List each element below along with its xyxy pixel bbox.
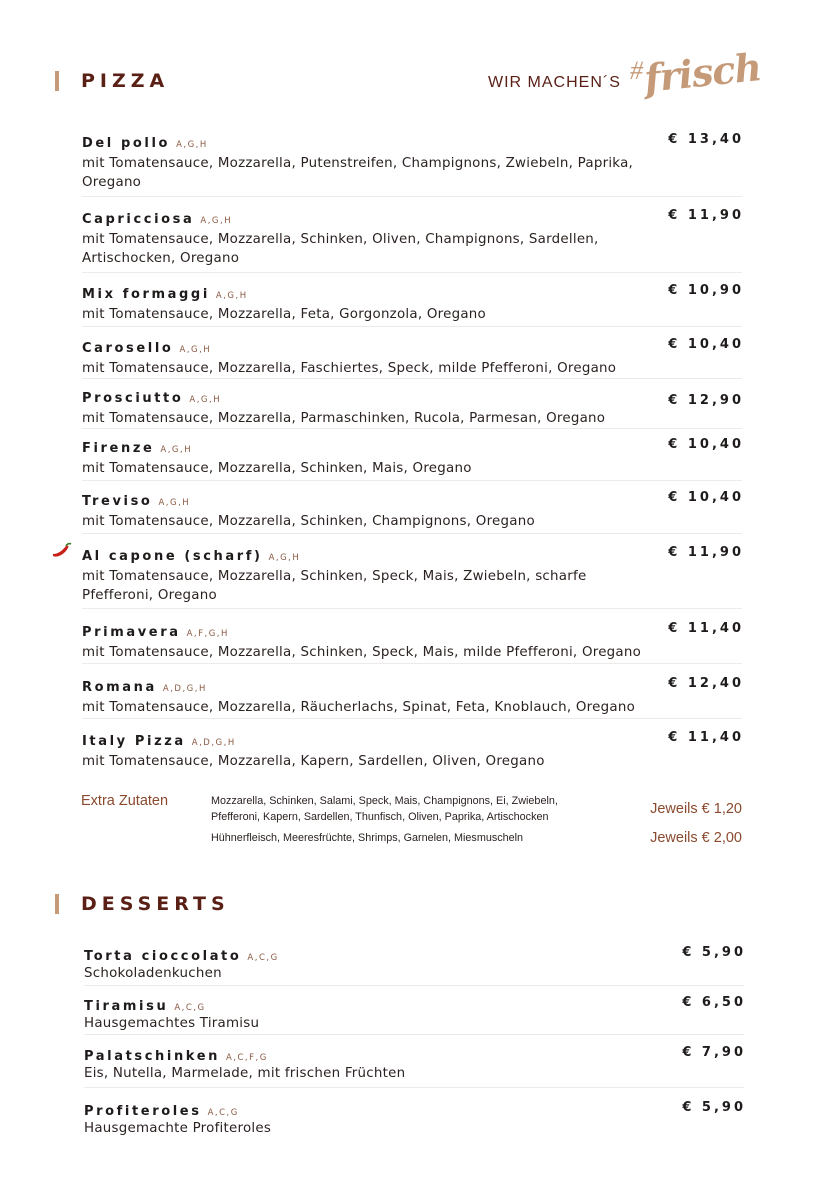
item-description: mit Tomatensauce, Mozzarella, Kapern, Sardellen, Oliven, Oregano [82, 754, 545, 769]
item-allergens: A,D,G,H [162, 684, 207, 694]
item-allergens: A,C,G [247, 953, 279, 963]
divider [82, 608, 742, 609]
desserts-section-title [55, 893, 230, 915]
slogan-text: WIR MACHEN´S [488, 74, 621, 91]
extra-ingredients-line: Mozzarella, Schinken, Salami, Speck, Mais, Champignons, Ei, Zwiebeln, [211, 795, 558, 807]
item-description: Schokoladenkuchen [84, 966, 222, 981]
item-allergens: A,G,H [215, 291, 248, 301]
item-name: Italy Pizza [82, 734, 186, 749]
extra-price: Jeweils € 2,00 [650, 830, 742, 846]
extra-ingredients-label: Extra Zutaten [81, 793, 169, 809]
item-description: mit Tomatensauce, Mozzarella, Schinken, Oliven, Champignons, Sardellen, Artischocken, Oregano [82, 232, 599, 266]
item-name: Tiramisu [84, 999, 169, 1014]
divider [82, 480, 742, 481]
divider [82, 378, 742, 379]
item-name: Romana [82, 680, 157, 695]
divider [82, 326, 742, 327]
dessert-item-tiramisu [84, 995, 746, 1033]
item-description: Hausgemachte Profiteroles [84, 1121, 272, 1136]
item-name: Prosciutto [82, 391, 184, 406]
item-price: € 7,90 [682, 1045, 746, 1060]
divider [84, 1087, 744, 1088]
item-description: mit Tomatensauce, Mozzarella, Schinken, Mais, Oregano [82, 461, 472, 476]
item-name: Torta cioccolato [84, 949, 242, 964]
item-price: € 10,40 [668, 490, 744, 505]
menu-item-mix-formaggi [82, 283, 744, 324]
desserts-heading: DESSERTS [81, 893, 230, 915]
item-price: € 11,40 [668, 621, 744, 636]
item-name: Primavera [82, 625, 181, 640]
menu-item-primavera [82, 621, 744, 662]
item-description: Hausgemachtes Tiramisu [84, 1016, 260, 1031]
menu-item-italy-pizza [82, 730, 744, 771]
item-price: € 12,40 [668, 676, 744, 691]
item-description: mit Tomatensauce, Mozzarella, Parmaschinken, Rucola, Parmesan, Oregano [82, 411, 606, 426]
item-description: mit Tomatensauce, Mozzarella, Feta, Gorgonzola, Oregano [82, 307, 486, 322]
menu-item-romana [82, 676, 744, 717]
item-name: Firenze [82, 441, 155, 456]
dessert-item-torta-cioccolato [84, 945, 746, 983]
menu-item-treviso [82, 490, 744, 531]
extra-ingredients-line: Hühnerfleisch, Meeresfrüchte, Shrimps, Garnelen, Miesmuscheln [211, 832, 524, 844]
slogan-wir-machens-frisch [486, 44, 764, 110]
divider [82, 428, 742, 429]
divider [84, 985, 744, 986]
item-price: € 11,90 [668, 208, 744, 223]
item-description: mit Tomatensauce, Mozzarella, Schinken, Champignons, Oregano [82, 514, 535, 529]
pizza-heading: PIZZA [81, 70, 170, 92]
pizza-section-title [55, 70, 169, 92]
item-allergens: A,G,H [268, 553, 301, 563]
item-allergens: A,C,F,G [225, 1053, 268, 1063]
item-allergens: A,G,H [160, 445, 193, 455]
item-price: € 10,40 [668, 337, 744, 352]
divider [82, 533, 742, 534]
item-name: Profiteroles [84, 1104, 202, 1119]
item-price: € 5,90 [682, 1100, 746, 1115]
menu-item-al-capone [82, 545, 744, 605]
extra-price: Jeweils € 1,20 [650, 801, 742, 817]
item-name: Carosello [82, 341, 174, 356]
item-price: € 10,40 [668, 437, 744, 452]
menu-item-capricciosa [82, 208, 744, 268]
item-allergens: A,C,G [174, 1003, 206, 1013]
dessert-item-palatschinken [84, 1045, 746, 1083]
item-price: € 11,40 [668, 730, 744, 745]
item-allergens: A,F,G,H [186, 629, 229, 639]
divider [82, 196, 742, 197]
menu-item-prosciutto [82, 387, 744, 428]
item-name: Palatschinken [84, 1049, 220, 1064]
item-price: € 10,90 [668, 283, 744, 298]
item-name: Treviso [82, 494, 153, 509]
item-allergens: A,G,H [200, 216, 233, 226]
item-allergens: A,G,H [158, 498, 191, 508]
item-description: mit Tomatensauce, Mozzarella, Schinken, Speck, Mais, milde Pfefferoni, Oregano [82, 645, 642, 660]
item-name: Al capone (scharf) [82, 549, 263, 564]
item-description: mit Tomatensauce, Mozzarella, Faschiertes, Speck, milde Pfefferoni, Oregano [82, 361, 617, 376]
divider [82, 663, 742, 664]
menu-item-del-pollo [82, 132, 744, 192]
item-description: Eis, Nutella, Marmelade, mit frischen Früchten [84, 1066, 406, 1081]
item-price: € 12,90 [668, 393, 744, 408]
section-accent-bar [55, 894, 59, 914]
item-allergens: A,C,G [207, 1108, 239, 1118]
divider [82, 718, 742, 719]
chili-pepper-icon [50, 542, 72, 560]
item-name: Mix formaggi [82, 287, 210, 302]
item-allergens: A,D,G,H [191, 738, 236, 748]
item-name: Del pollo [82, 136, 171, 151]
extra-ingredients-line: Pfefferoni, Kapern, Sardellen, Thunfisch, Oliven, Paprika, Artischocken [211, 811, 549, 823]
item-allergens: A,G,H [176, 140, 208, 150]
slogan-script: frisch [641, 44, 764, 101]
item-description: mit Tomatensauce, Mozzarella, Schinken, Speck, Mais, Zwiebeln, scharfe Pfefferoni, Oregano [82, 569, 587, 603]
item-price: € 5,90 [682, 945, 746, 960]
item-description: mit Tomatensauce, Mozzarella, Räucherlachs, Spinat, Feta, Knoblauch, Oregano [82, 700, 636, 715]
slogan-hash: # [630, 56, 643, 85]
dessert-item-profiteroles [84, 1100, 746, 1138]
menu-item-carosello [82, 337, 744, 378]
item-allergens: A,G,H [179, 345, 212, 355]
item-price: € 11,90 [668, 545, 744, 560]
item-name: Capricciosa [82, 212, 195, 227]
divider [82, 272, 742, 273]
section-accent-bar [55, 71, 59, 91]
item-description: mit Tomatensauce, Mozzarella, Putenstreifen, Champignons, Zwiebeln, Paprika, Oregano [82, 156, 634, 190]
item-price: € 6,50 [682, 995, 746, 1010]
divider [84, 1034, 744, 1035]
item-price: € 13,40 [668, 132, 744, 147]
item-allergens: A,G,H [189, 395, 222, 405]
menu-item-firenze [82, 437, 744, 478]
